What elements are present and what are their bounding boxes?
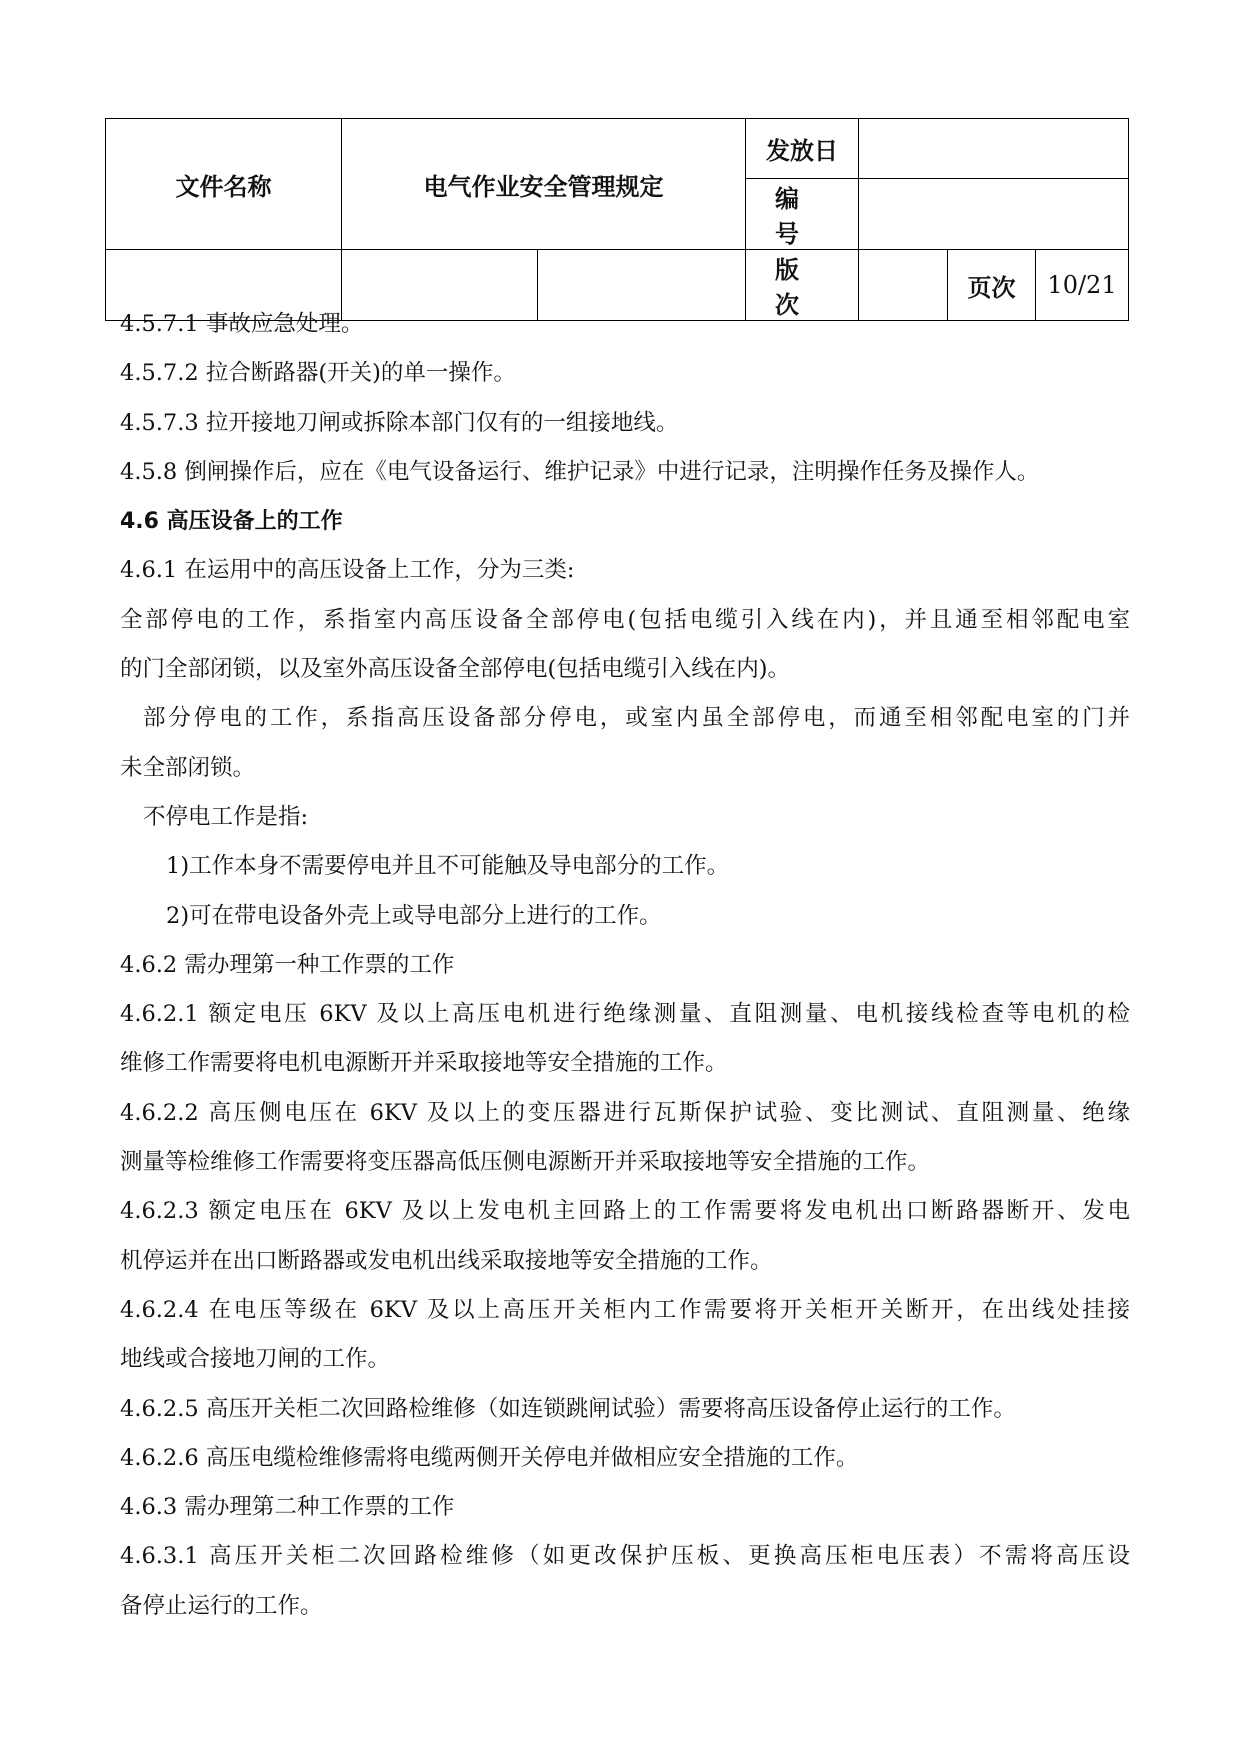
list-item: 1)工作本身不需要停电并且不可能触及导电部分的工作。 xyxy=(166,853,730,880)
paragraph-line: 测量等检维修工作需要将变压器高低压侧电源断开并采取接地等安全措施的工作。 xyxy=(120,1149,931,1176)
paragraph-line: 4.5.7.3 拉开接地刀闸或拆除本部门仅有的一组接地线。 xyxy=(120,409,679,436)
paragraph-line: 未全部闭锁。 xyxy=(120,754,256,781)
paragraph-line: 4.5.7.2 拉合断路器(开关)的单一操作。 xyxy=(120,360,516,387)
issue-date-value xyxy=(859,119,1129,179)
version-label: 版 次 xyxy=(746,250,859,321)
paragraph-line: 4.6.2 需办理第一种工作票的工作 xyxy=(120,951,455,978)
paragraph-line: 4.6.2.5 高压开关柜二次回路检维修（如连锁跳闸试验）需要将高压设备停止运行的工作。 xyxy=(120,1395,1016,1422)
number-label: 编 号 xyxy=(746,179,859,250)
paragraph-line: 4.6.3 需办理第二种工作票的工作 xyxy=(120,1494,455,1521)
file-name-label: 文件名称 xyxy=(106,119,342,250)
paragraph-line: 4.6.2.3 额定电压在 6KV 及以上发电机主回路上的工作需要将发电机出口断路器断开、发电 xyxy=(120,1198,1130,1225)
paragraph-line: 的门全部闭锁，以及室外高压设备全部停电(包括电缆引入线在内)。 xyxy=(120,656,791,683)
issue-date-label: 发放日 xyxy=(746,119,859,179)
document-header-table xyxy=(105,118,1129,321)
paragraph-line: 4.6.1 在运用中的高压设备上工作，分为三类: xyxy=(120,557,575,584)
list-item: 2)可在带电设备外壳上或导电部分上进行的工作。 xyxy=(166,902,662,929)
paragraph-line: 地线或合接地刀闸的工作。 xyxy=(120,1346,391,1373)
paragraph-line: 不停电工作是指: xyxy=(143,803,309,830)
paragraph-line: 4.6.2.6 高压电缆检维修需将电缆两侧开关停电并做相应安全措施的工作。 xyxy=(120,1444,859,1471)
document-body xyxy=(120,300,1130,1631)
paragraph-line: 备停止运行的工作。 xyxy=(120,1592,323,1619)
paragraph-line: 4.5.7.1 事故应急处理。 xyxy=(120,311,364,337)
section-heading: 4.6 高压设备上的工作 xyxy=(120,509,343,535)
paragraph-line: 维修工作需要将电机电源断开并采取接地等安全措施的工作。 xyxy=(120,1050,728,1077)
paragraph-line: 4.6.2.1 额定电压 6KV 及以上高压电机进行绝缘测量、直阻测量、电机接线检查等电机的检 xyxy=(120,1001,1130,1028)
paragraph-line: 4.6.2.4 在电压等级在 6KV 及以上高压开关柜内工作需要将开关柜开关断开，在出线处挂接 xyxy=(120,1296,1130,1323)
paragraph-line: 全部停电的工作，系指室内高压设备全部停电(包括电缆引入线在内)，并且通至相邻配电室 xyxy=(120,606,1130,633)
paragraph-line: 部分停电的工作，系指高压设备部分停电，或室内虽全部停电，而通至相邻配电室的门并 xyxy=(143,705,1130,732)
paragraph-line: 机停运并在出口断路器或发电机出线采取接地等安全措施的工作。 xyxy=(120,1247,773,1274)
number-value xyxy=(859,179,1129,250)
paragraph-line: 4.6.3.1 高压开关柜二次回路检维修（如更改保护压板、更换高压柜电压表）不需将高压设 xyxy=(120,1543,1130,1570)
page-number: 10/21 xyxy=(1036,250,1129,321)
page-label: 页次 xyxy=(948,250,1036,321)
paragraph-line: 4.6.2.2 高压侧电压在 6KV 及以上的变压器进行瓦斯保护试验、变比测试、直阻测量、绝缘 xyxy=(120,1099,1130,1126)
document-title: 电气作业安全管理规定 xyxy=(342,119,746,250)
paragraph-line: 4.5.8 倒闸操作后，应在《电气设备运行、维护记录》中进行记录，注明操作任务及操作人。 xyxy=(120,458,1040,485)
